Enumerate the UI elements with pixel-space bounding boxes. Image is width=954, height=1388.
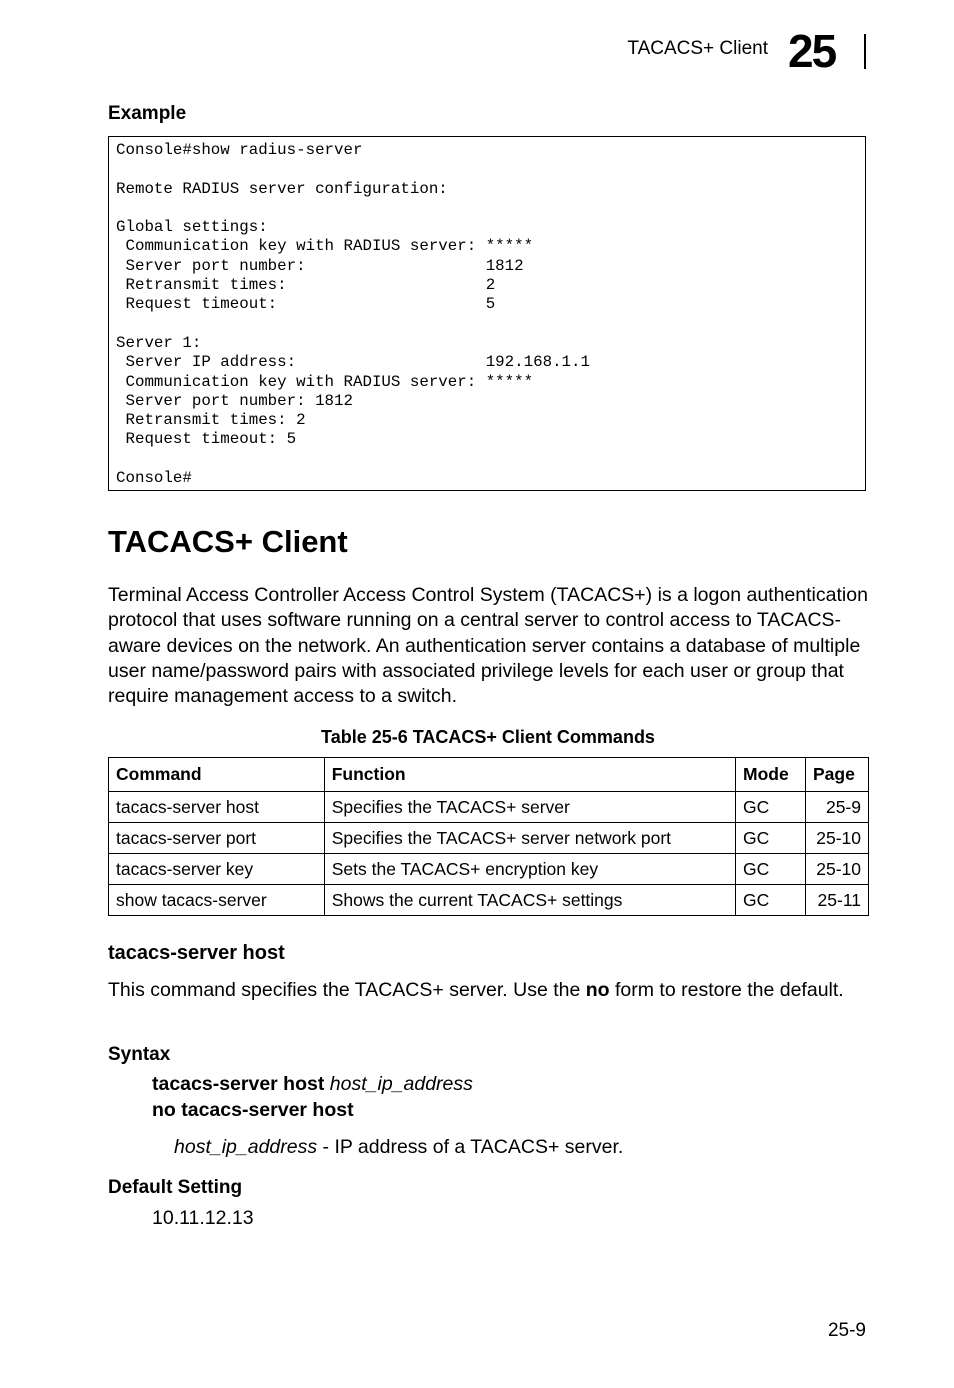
cell-command: tacacs-server port [109,823,325,854]
cell-command: tacacs-server host [109,792,325,823]
cell-mode: GC [736,885,806,916]
code-example: Console#show radius-server Remote RADIUS server configuration: Global settings: Communication key with RADIUS server: ***** Server port number: 1812 Retransmit times: 2 Request timeout: 5 Server 1: Server IP address: 192.168.1.1 Communication key with RADIUS server: ***** Server port number: 1812 Retransmit times: 2 Request timeout: 5 Console# [116,141,590,488]
commands-table [108,757,869,916]
page-number: 25-9 [827,1320,866,1341]
cell-command: show tacacs-server [109,885,325,916]
cell-mode: GC [736,792,806,823]
table-row [109,885,869,916]
default-setting-value: 10.11.12.13 [152,1207,254,1229]
cell-function: Specifies the TACACS+ server [324,792,735,823]
syntax-parameter: host_ip_address [329,1073,473,1095]
code-example-box [108,136,866,491]
param-desc: - IP address of a TACACS+ server. [317,1136,624,1158]
syntax-line [152,1073,473,1096]
table-row [109,854,869,885]
syntax-command: tacacs-server host [152,1073,325,1095]
cell-function: Sets the TACACS+ encryption key [324,854,735,885]
section-title: TACACS+ Client [108,524,348,559]
col-header-mode: Mode [736,758,806,792]
cell-function: Shows the current TACACS+ settings [324,885,735,916]
cell-page: 25-9 [805,792,868,823]
cell-page: 25-10 [805,823,868,854]
col-header-page: Page [805,758,868,792]
chapter-divider [864,34,866,69]
cell-mode: GC [736,823,806,854]
running-header-title: TACACS+ Client [627,38,768,59]
cell-command: tacacs-server key [109,854,325,885]
chapter-number: 25 [788,25,836,77]
cell-function: Specifies the TACACS+ server network port [324,823,735,854]
col-header-function: Function [324,758,735,792]
table-header-row [109,758,869,792]
default-setting-label: Default Setting [108,1177,243,1198]
section-intro: Terminal Access Controller Access Control System (TACACS+) is a logon authentication protocol that uses software running on a central server to control access to TACACS-aware devices on the network. An authentication server contains a database of multiple user name/password pairs with associated privilege levels for each user or group that require management access to a switch. [108,584,868,708]
table-row [109,792,869,823]
desc-text: This command specifies the TACACS+ server. Use the [108,979,586,1001]
parameter-description [174,1136,623,1159]
syntax-no-form: no tacacs-server host [152,1099,354,1121]
cell-page: 25-11 [805,885,868,916]
cell-page: 25-10 [805,854,868,885]
param-name: host_ip_address [174,1136,318,1158]
cell-mode: GC [736,854,806,885]
syntax-label: Syntax [108,1044,171,1065]
table-row [109,823,869,854]
desc-text-end: form to restore the default. [609,979,844,1001]
command-description [108,978,878,1003]
example-label: Example [108,103,187,124]
desc-no-keyword: no [585,979,610,1001]
command-title: tacacs-server host [108,942,285,964]
table-caption: Table 25-6 TACACS+ Client Commands [321,727,655,747]
col-header-command: Command [109,758,325,792]
